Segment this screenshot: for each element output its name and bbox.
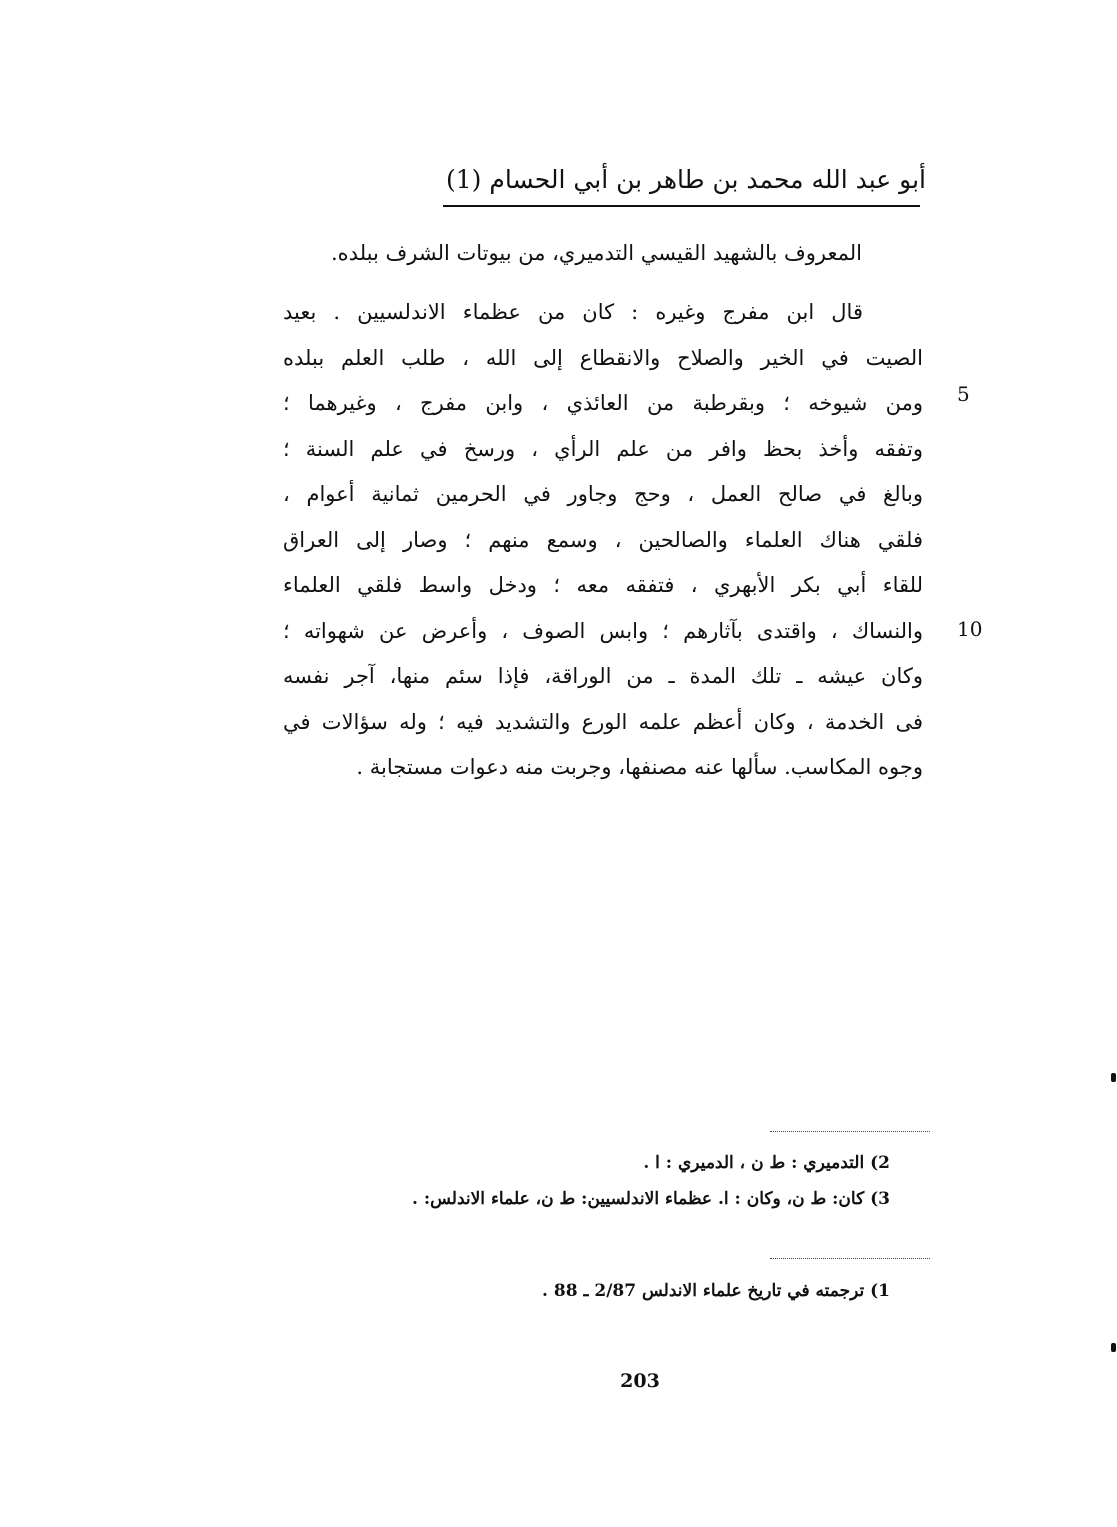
scan-artifact <box>1111 1073 1116 1082</box>
line-number-5: 5 <box>957 382 970 406</box>
body-line: وكان عيشه ـ تلك المدة ـ من الوراقة، فإذا سئم منها، آجر نفسه <box>283 664 923 688</box>
variant-note: 3) كان: ط ن، وكان : ا. عظماء الاندلسيين: ط ن، علماء الاندلس: . <box>411 1189 890 1209</box>
scan-artifact <box>1111 1343 1116 1352</box>
body-text <box>283 290 923 791</box>
body-line: وبالغ في صالح العمل ، وحج وجاور في الحرمين ثمانية أعوام ، <box>283 482 923 506</box>
variant-note: 2) التدميري : ط ن ، الدميري : ا . <box>643 1153 890 1173</box>
body-line: للقاء أبي بكر الأبهري ، فتفقه معه ؛ ودخل واسط فلقي العلماء <box>283 573 923 597</box>
footnote-separator <box>770 1258 930 1259</box>
body-line: والنساك ، واقتدى بآثارهم ؛ وابس الصوف ، وأعرض عن شهواته ؛ <box>283 618 923 643</box>
body-line: وتفقه وأخذ بحظ وافر من علم الرأي ، ورسخ في علم السنة ؛ <box>283 436 923 461</box>
page-number: 203 <box>620 1370 660 1392</box>
body-line: قال ابن مفرج وغيره : كان من عظماء الاندلسيين . بعيد <box>283 300 863 324</box>
entry-title: أبو عبد الله محمد بن طاهر بن أبي الحسام (1) <box>445 165 926 194</box>
body-line: الصيت في الخير والصلاح والانقطاع إلى الله ، طلب العلم ببلده <box>283 345 923 370</box>
body-line: وجوه المكاسب. سألها عنه مصنفها، وجربت منه دعوات مستجابة . <box>356 755 923 779</box>
line-number-10: 10 <box>957 617 983 641</box>
body-line: ومن شيوخه ؛ وبقرطبة من العائذي ، وابن مفرج ، وغيرهما ؛ <box>283 391 923 415</box>
intro-line: المعروف بالشهيد القيسي التدميري، من بيوتات الشرف ببلده. <box>331 241 862 265</box>
title-underline <box>443 205 920 207</box>
footnote: 1) ترجمته في تاريخ علماء الاندلس 2/87 ـ 88 . <box>542 1281 890 1301</box>
body-line: فى الخدمة ، وكان أعظم علمه الورع والتشديد فيه ؛ وله سؤالات في <box>283 709 923 734</box>
variants-separator <box>770 1131 930 1132</box>
body-line: فلقي هناك العلماء والصالحين ، وسمع منهم ؛ وصار إلى العراق <box>283 527 923 552</box>
